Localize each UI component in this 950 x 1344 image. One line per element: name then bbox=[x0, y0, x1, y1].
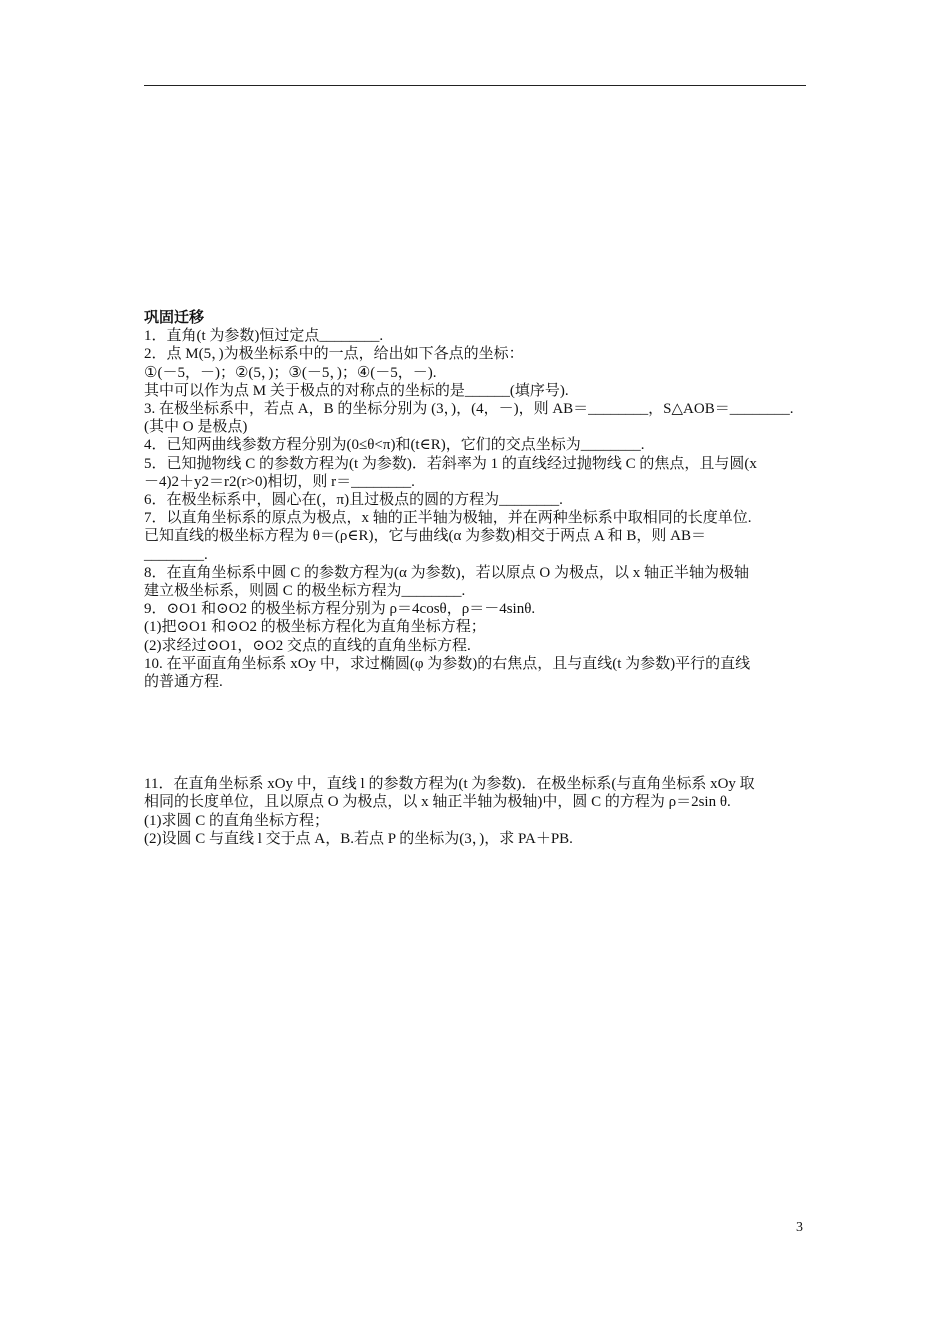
section-title: 巩固迁移 bbox=[144, 310, 205, 326]
text-line: 相同的长度单位，且以原点 O 为极点，以 x 轴正半轴为极轴)中，圆 C 的方程为 ρ＝2sin θ. bbox=[144, 794, 731, 811]
page-number: 3 bbox=[796, 1220, 803, 1235]
text-line: 11．在直角坐标系 xOy 中，直线 l 的参数方程为(t 为参数)．在极坐标系(与直角坐标系 xOy 取 bbox=[144, 776, 755, 793]
text-line: 10. 在平面直角坐标系 xOy 中，求过椭圆(φ 为参数)的右焦点，且与直线(t 为参数)平行的直线 bbox=[144, 655, 751, 672]
text-line: －4)2＋y2＝r2(r>0)相切，则 r＝________. bbox=[144, 473, 415, 490]
text-line: 9．⊙O1 和⊙O2 的极坐标方程分别为 ρ＝4cosθ，ρ＝－4sinθ. bbox=[144, 601, 536, 618]
text-line: 已知直线的极坐标方程为 θ＝(ρ∈R)，它与曲线(α 为参数)相交于两点 A 和 B，则 AB＝ bbox=[144, 528, 706, 545]
text-line: 7．以直角坐标系的原点为极点，x 轴的正半轴为极轴，并在两种坐标系中取相同的长度单位. bbox=[144, 510, 752, 527]
text-line: 建立极坐标系，则圆 C 的极坐标方程为________. bbox=[144, 583, 466, 600]
text-line: ①(－5，－)；②(5，)；③(－5，)；④(－5，－). bbox=[144, 364, 437, 381]
exercise-lines-after-gap bbox=[144, 775, 808, 848]
text-line: (1)把⊙O1 和⊙O2 的极坐标方程化为直角坐标方程； bbox=[144, 619, 486, 636]
text-line: 3. 在极坐标系中，若点 A，B 的坐标分别为 (3，)，(4，－)，则 AB＝________，S△AOB＝________. bbox=[144, 401, 794, 418]
text-line: 5．已知抛物线 C 的参数方程为(t 为参数)．若斜率为 1 的直线经过抛物线 C 的焦点，且与圆(x bbox=[144, 455, 757, 472]
text-line: 4．已知两曲线参数方程分别为(0≤θ<π)和(t∈R)，它们的交点坐标为________. bbox=[144, 437, 645, 454]
text-line: (2)求经过⊙O1，⊙O2 交点的直线的直角坐标方程. bbox=[144, 637, 471, 654]
spacer bbox=[144, 691, 808, 775]
text-line: (其中 O 是极点) bbox=[144, 419, 248, 436]
text-line: 的普通方程. bbox=[144, 674, 223, 691]
text-line: 1．直角(t 为参数)恒过定点________. bbox=[144, 328, 384, 345]
text-line: (2)设圆 C 与直线 l 交于点 A，B.若点 P 的坐标为(3，)，求 PA＋PB. bbox=[144, 830, 573, 847]
text-line: (1)求圆 C 的直角坐标方程； bbox=[144, 812, 329, 829]
header-rule bbox=[144, 85, 806, 86]
text-line: 其中可以作为点 M 关于极点的对称点的坐标的是______(填序号). bbox=[144, 382, 569, 399]
exercise-lines bbox=[144, 327, 808, 691]
text-line: 2．点 M(5，)为极坐标系中的一点，给出如下各点的坐标： bbox=[144, 346, 524, 363]
exercise-content bbox=[144, 309, 808, 848]
text-line: 6．在极坐标系中，圆心在(，π)且过极点的圆的方程为________. bbox=[144, 492, 563, 509]
text-line: ________. bbox=[144, 546, 208, 563]
text-line: 8．在直角坐标系中圆 C 的参数方程为(α 为参数)，若以原点 O 为极点，以 x 轴正半轴为极轴 bbox=[144, 564, 749, 581]
